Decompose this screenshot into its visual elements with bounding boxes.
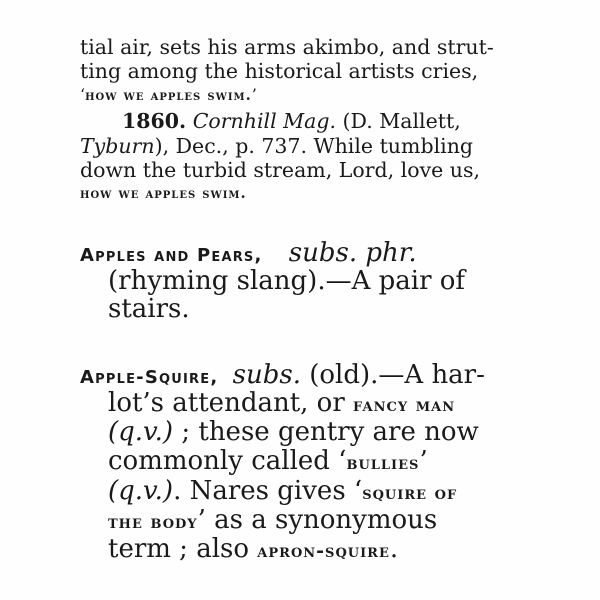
definition-line: stairs. <box>108 294 190 324</box>
quoted-phrase: how we apples swim. <box>80 185 247 202</box>
definition-line: (rhyming slang).—A pair of <box>108 266 466 296</box>
text-line <box>80 133 473 159</box>
text-line <box>108 417 479 447</box>
cross-reference: apron-squire <box>257 540 390 562</box>
citation-details: ), Dec., p. 737. While tumbling <box>154 134 474 158</box>
headword: Apple-Squire, <box>80 367 219 388</box>
citation-line-1: tial air, sets his arms akimbo, and strut- <box>80 35 494 59</box>
cross-reference: squire of <box>362 482 458 504</box>
part-of-speech: subs. phr. <box>288 238 417 268</box>
text-line <box>80 180 247 207</box>
text-line <box>80 58 478 84</box>
definition-line: term ; also <box>108 534 258 564</box>
quote-mark: ‘ <box>80 85 86 104</box>
quote-mark: ’ <box>251 85 257 104</box>
text-line <box>108 476 457 508</box>
quote-mark: ’ <box>419 446 428 476</box>
definition-line: . <box>389 534 399 564</box>
definition-line: ’ as a synonymous <box>197 505 438 535</box>
definition-line: . Nares gives ‘ <box>173 476 363 506</box>
qv-reference: (q.v.) <box>108 476 174 506</box>
citation-author: (D. Mallett, <box>336 109 461 133</box>
text-line <box>108 534 398 566</box>
qv-reference: (q.v.) <box>108 417 174 447</box>
citation-source: Cornhill Mag. <box>192 109 337 133</box>
citation-year: 1860. <box>122 109 187 133</box>
text-line <box>80 82 257 109</box>
cross-reference: fancy man <box>353 394 456 416</box>
headword: Apples and Pears, <box>80 245 263 266</box>
text-line <box>108 388 455 420</box>
citation-title: Tyburn <box>80 134 155 158</box>
cross-reference: the body <box>108 511 198 533</box>
citation-line-2: ting among the historical artists cries, <box>80 59 479 83</box>
text-line <box>108 266 465 296</box>
definition-line: (old).—A har- <box>300 360 485 390</box>
text-line <box>80 34 494 60</box>
cross-reference: bullies <box>346 452 420 474</box>
text-line <box>108 446 428 478</box>
text-line <box>122 108 461 134</box>
text-line <box>108 505 437 537</box>
part-of-speech: subs. <box>232 360 301 390</box>
definition-line: lot’s attendant, or <box>108 388 354 418</box>
text-line <box>108 294 190 324</box>
definition-line: commonly called ‘ <box>108 446 347 476</box>
citation-line-6: down the turbid stream, Lord, love us, <box>80 158 481 182</box>
definition-line: ; these gentry are now <box>173 417 479 447</box>
quoted-phrase: how we apples swim. <box>85 87 252 104</box>
